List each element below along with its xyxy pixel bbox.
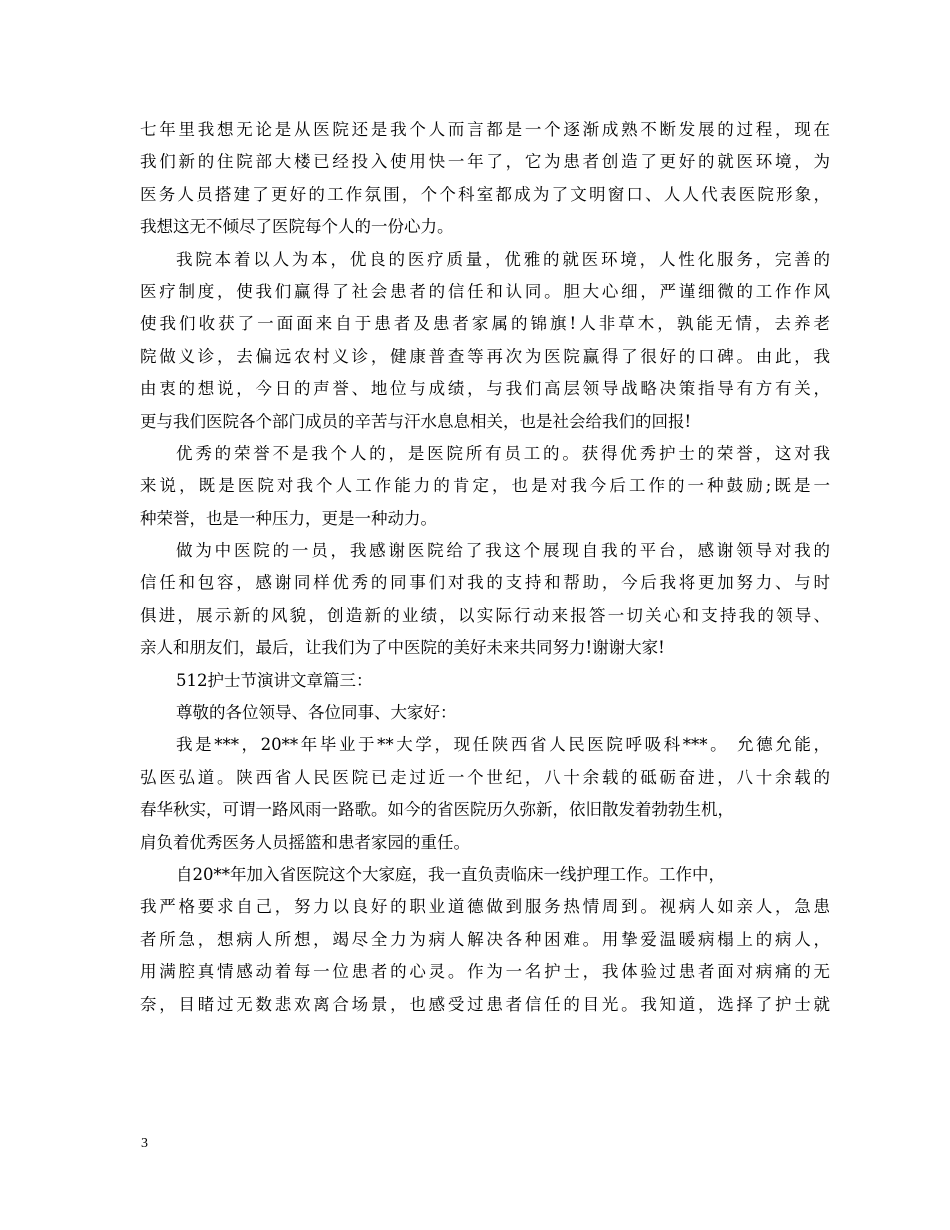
text-line: 优秀的荣誉不是我个人的，是医院所有员工的。获得优秀护士的荣誉，这对我 [176,443,830,463]
text-line: 种荣誉，也是一种压力，更是一种动力。 [140,508,437,528]
text-line: 春华秋实，可谓一路风雨一路歌。如今的省医院历久弥新，依旧散发着勃勃生机， [140,800,734,820]
document-body [140,114,830,1021]
text-line: 由衷的想说，今日的声誉、地位与成绩，与我们高层领导战略决策指导有方有关， [140,379,830,399]
page-number: 3 [141,1136,148,1151]
text-line: 奈，目睹过无数悲欢离合场景，也感受过患者信任的目光。我知道，选择了护士就 [140,994,830,1014]
text-line: 俱进，展示新的风貌，创造新的业绩，以实际行动来报答一切关心和支持我的领导、 [140,605,830,625]
text-line: 尊敬的各位领导、各位同事、大家好： [176,703,457,723]
text-line: 做为中医院的一员，我感谢医院给了我这个展现自我的平台，感谢领导对我的 [176,541,830,561]
text-line: 亲人和朋友们，最后，让我们为了中医院的美好未来共同努力!谢谢大家! [140,638,665,658]
text-line: 用满腔真情感动着每一位患者的心灵。作为一名护士，我体验过患者面对病痛的无 [140,962,830,982]
text-line: 我们新的住院部大楼已经投入使用快一年了，它为患者创造了更好的就医环境，为 [140,152,830,172]
text-line: 我严格要求自己，努力以良好的职业道德做到服务热情周到。视病人如亲人，急患 [140,897,830,917]
text-line: 512护士节演讲文章篇三： [176,670,373,690]
text-line: 更与我们医院各个部门成员的辛苦与汗水息息相关，也是社会给我们的回报! [140,411,692,431]
text-line: 弘医弘道。陕西省人民医院已走过近一个世纪，八十余载的砥砺奋进，八十余载的 [140,767,830,787]
text-line: 我想这无不倾尽了医院每个人的一份心力。 [140,217,454,237]
text-line: 信任和包容，感谢同样优秀的同事们对我的支持和帮助，今后我将更加努力、与时 [140,573,830,593]
text-line: 来说，既是医院对我个人工作能力的肯定，也是对我今后工作的一种鼓励;既是一 [140,476,830,496]
text-line: 使我们收获了一面面来自于患者及患者家属的锦旗!人非草木，孰能无情，去养老 [140,314,830,334]
text-line: 医疗制度，使我们赢得了社会患者的信任和认同。胆大心细，严谨细微的工作作风 [140,281,830,301]
text-line: 我院本着以人为本，优良的医疗质量，优雅的就医环境，人性化服务，完善的 [176,249,830,269]
text-line: 自20**年加入省医院这个大家庭，我一直负责临床一线护理工作。工作中， [176,864,725,884]
text-line: 院做义诊，去偏远农村义诊，健康普查等再次为医院赢得了很好的口碑。由此，我 [140,346,830,366]
text-line: 我是***，20**年毕业于**大学，现任陕西省人民医院呼吸科***。 允德允能， [176,735,830,755]
text-line: 七年里我想无论是从医院还是我个人而言都是一个逐渐成熟不断发展的过程，现在 [140,120,830,139]
text-line: 肩负着优秀医务人员摇篮和患者家园的重任。 [140,832,470,852]
text-line: 医务人员搭建了更好的工作氛围，个个科室都成为了文明窗口、人人代表医院形象， [140,184,830,204]
text-line: 者所急，想病人所想，竭尽全力为病人解决各种困难。用挚爱温暖病榻上的病人， [140,929,830,949]
